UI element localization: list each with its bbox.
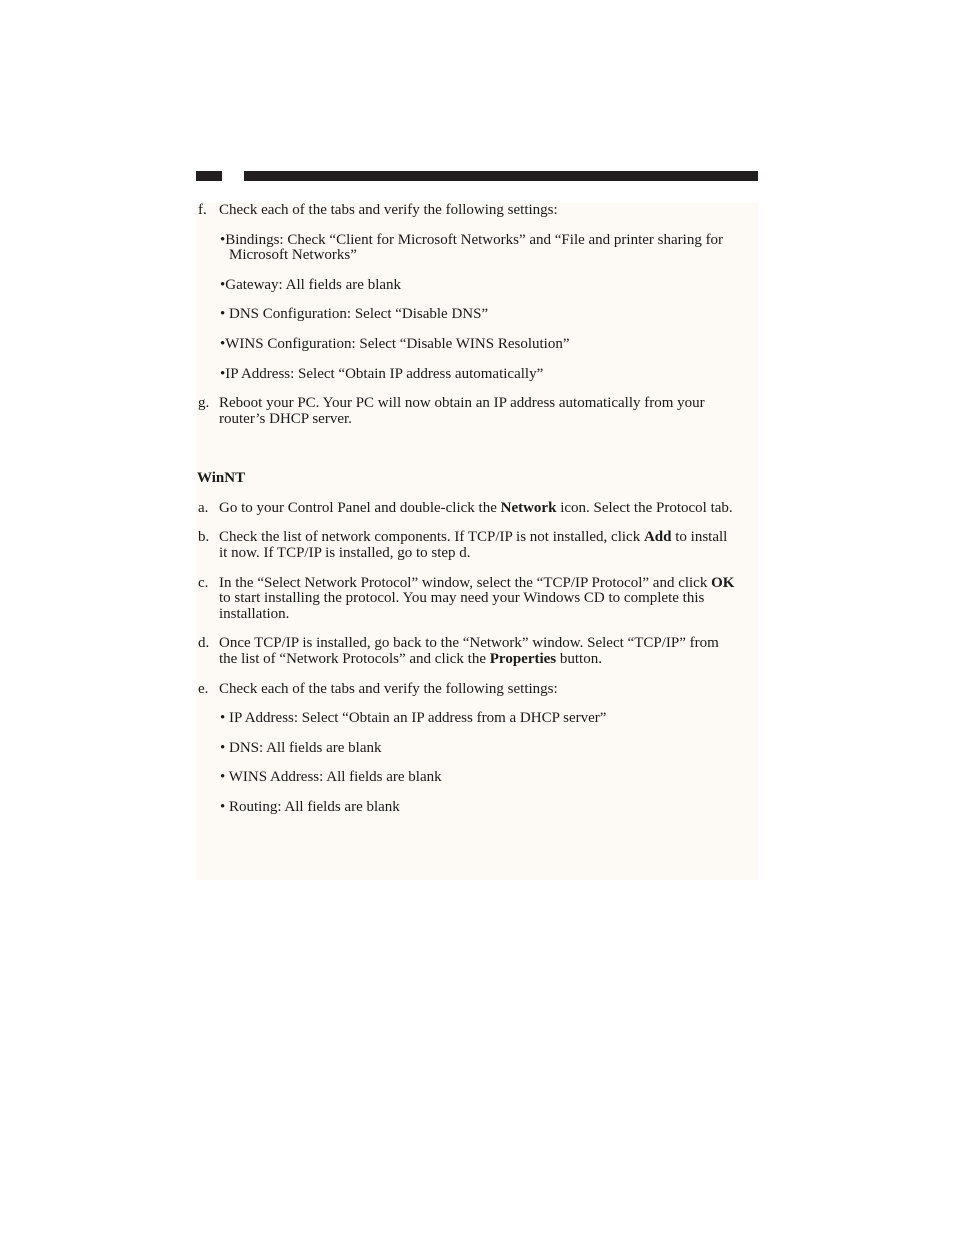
step-c-text-cont2: installation. [219, 606, 290, 622]
header-bar-left [196, 171, 222, 181]
bullet-wins-config: •WINS Configuration: Select “Disable WINS Resolution” [220, 336, 570, 352]
bullet-bindings: •Bindings: Check “Client for Microsoft Networks” and “File and printer sharing for [220, 232, 724, 248]
network-keyword: Network [500, 500, 557, 516]
bullet-bindings-cont: Microsoft Networks” [229, 247, 357, 263]
step-a-marker: a. [198, 500, 209, 516]
step-e-text: Check each of the tabs and verify the following settings: [219, 681, 558, 697]
step-b-marker: b. [198, 529, 210, 545]
step-c-marker: c. [198, 575, 209, 591]
step-d-text-cont: the list of “Network Protocols” and click the Properties button. [219, 651, 602, 667]
step-e-marker: e. [198, 681, 209, 697]
bullet-gateway: •Gateway: All fields are blank [220, 277, 402, 293]
step-g-text: Reboot your PC. Your PC will now obtain an IP address automatically from your [219, 395, 705, 411]
step-d-text: Once TCP/IP is installed, go back to the “Network” window. Select “TCP/IP” from [219, 635, 719, 651]
step-b-text-cont: it now. If TCP/IP is installed, go to step d. [219, 545, 471, 561]
bullet-dns-config: • DNS Configuration: Select “Disable DNS” [220, 306, 489, 322]
ok-keyword: OK [711, 575, 735, 591]
bullet-nt-ip-address: • IP Address: Select “Obtain an IP address from a DHCP server” [220, 710, 607, 726]
step-c-text-cont: to start installing the protocol. You may need your Windows CD to complete this [219, 590, 705, 606]
bullet-ip-address: •IP Address: Select “Obtain IP address automatically” [220, 366, 544, 382]
bullet-nt-wins: • WINS Address: All fields are blank [220, 769, 442, 785]
step-f-marker: f. [198, 202, 207, 218]
bullet-nt-routing: • Routing: All fields are blank [220, 799, 400, 815]
header-bar-right [244, 171, 758, 181]
step-d-marker: d. [198, 635, 210, 651]
section-heading-winnt: WinNT [197, 470, 246, 486]
step-g-text-cont: router’s DHCP server. [219, 411, 352, 427]
add-keyword: Add [643, 529, 672, 545]
step-c-text: In the “Select Network Protocol” window, select the “TCP/IP Protocol” and click OK [219, 575, 735, 591]
step-g-marker: g. [198, 395, 210, 411]
step-b-text: Check the list of network components. If TCP/IP is not installed, click Add to install [219, 529, 728, 545]
properties-keyword: Properties [489, 651, 557, 667]
step-f-text: Check each of the tabs and verify the following settings: [219, 202, 558, 218]
bullet-nt-dns: • DNS: All fields are blank [220, 740, 382, 756]
step-a-text: Go to your Control Panel and double-click the Network icon. Select the Protocol tab. [219, 500, 733, 516]
